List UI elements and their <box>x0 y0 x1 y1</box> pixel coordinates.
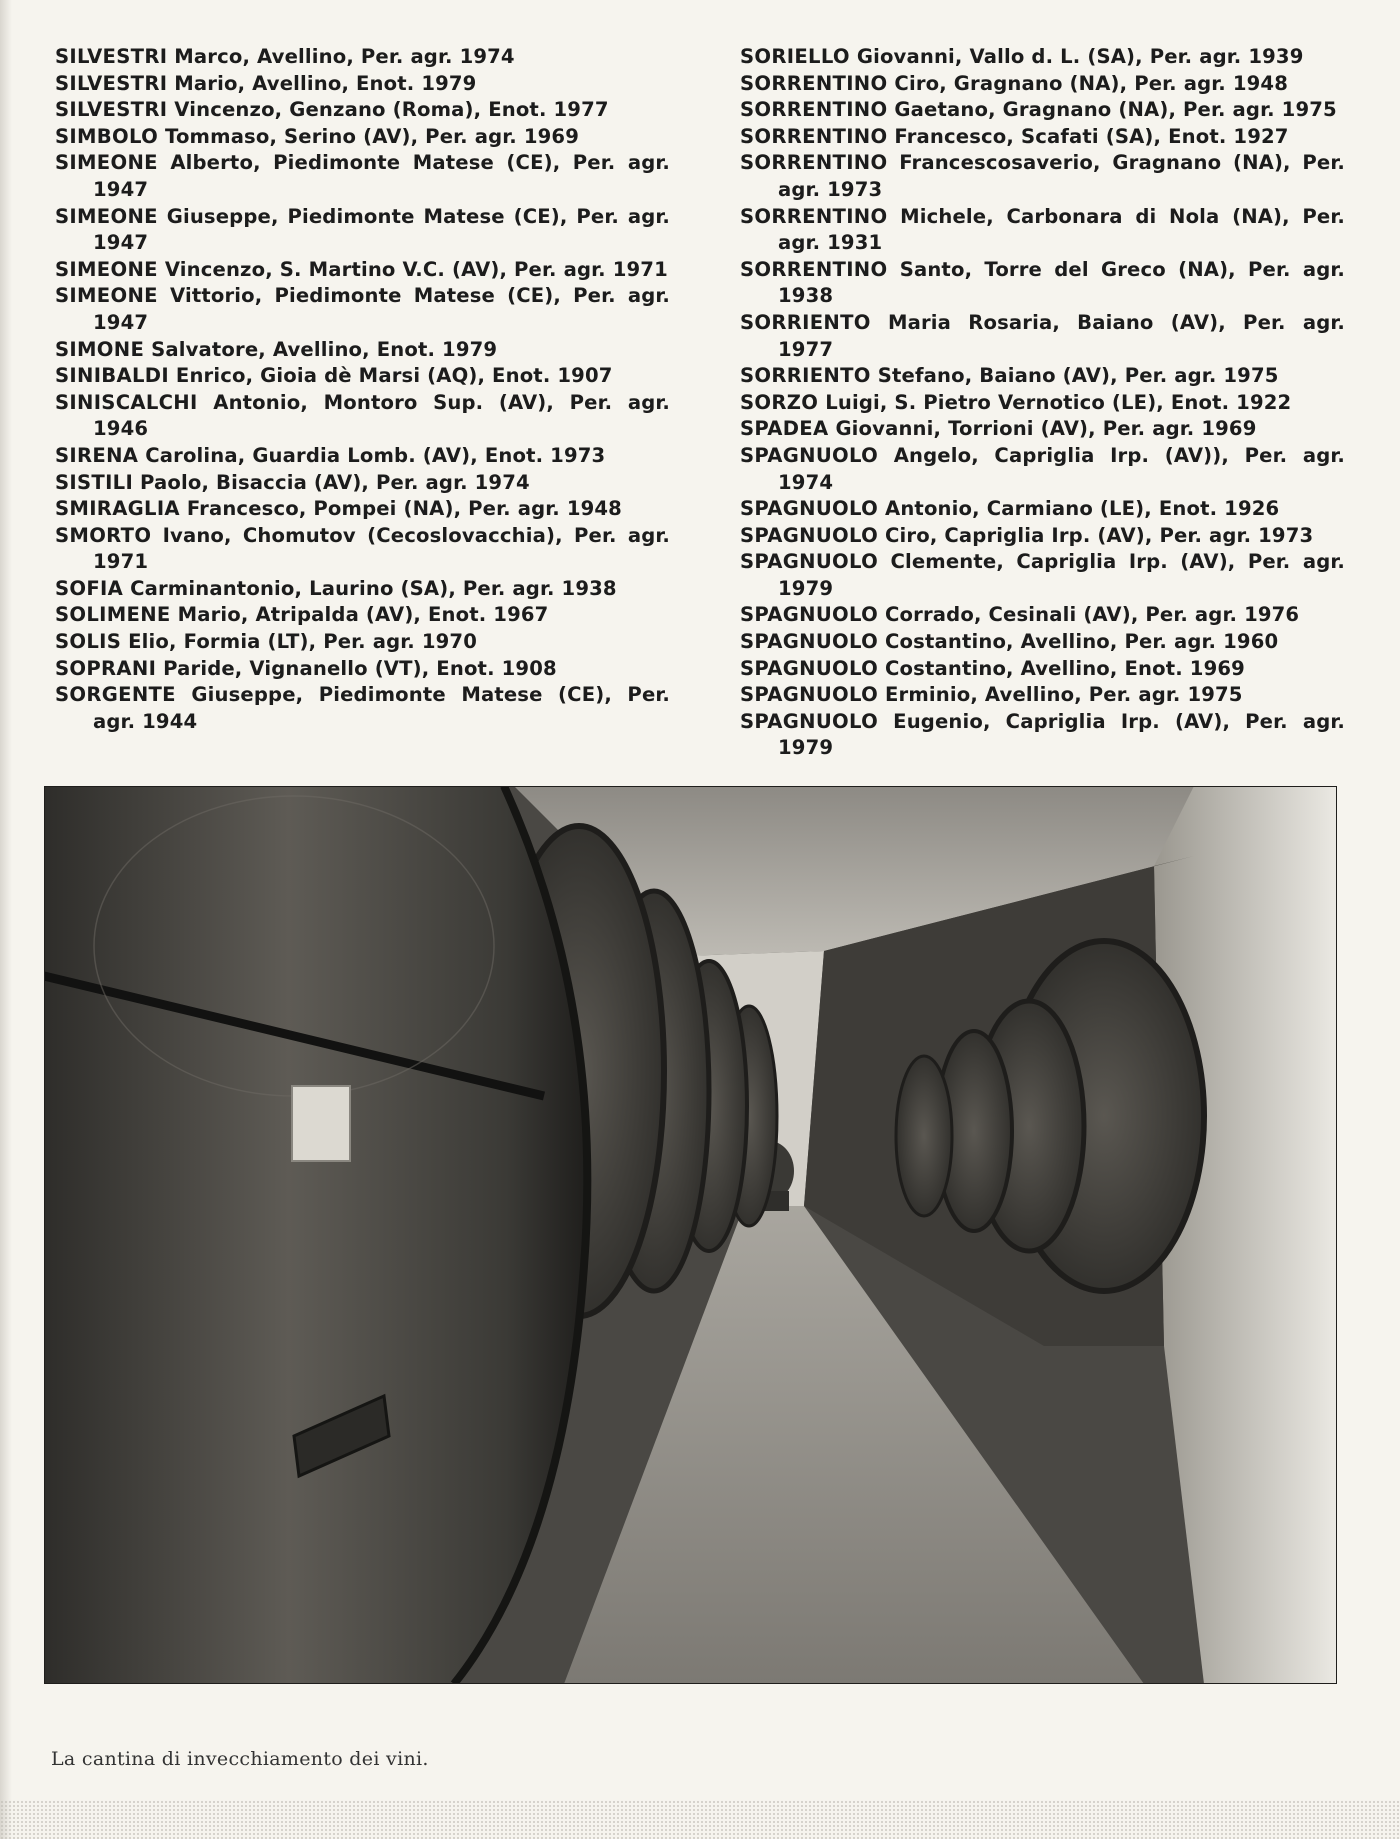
entry-details: Stefano, Baiano (AV), Per. agr. 1975 <box>877 364 1279 388</box>
entry-surname: SIMEONE <box>55 284 158 308</box>
entry-surname: SOLIMENE <box>55 603 171 627</box>
entry-details: Ciro, Gragnano (NA), Per. agr. 1948 <box>894 71 1288 95</box>
entry-details: Giovanni, Vallo d. L. (SA), Per. agr. 1939 <box>856 45 1304 68</box>
entry-details: Giovanni, Torrioni (AV), Per. agr. 1969 <box>835 417 1257 441</box>
entry-details: Santo, Torre del Greco (NA), Per. agr. 1938 <box>778 257 1345 308</box>
directory-entry <box>55 390 670 443</box>
entry-surname: SPAGNUOLO <box>740 443 879 467</box>
print-texture-band <box>0 1800 1400 1839</box>
entry-surname: SINIBALDI <box>55 364 169 388</box>
directory-entry <box>740 523 1345 550</box>
entry-surname: SILVESTRI <box>55 98 168 122</box>
entry-details: Clemente, Capriglia Irp. (AV), Per. agr. 1979 <box>778 550 1345 600</box>
entry-surname: SOFIA <box>55 576 124 600</box>
entry-surname: SISTILI <box>55 470 134 494</box>
directory-entry <box>55 496 670 523</box>
directory-entry <box>55 523 670 576</box>
directory-entry <box>740 124 1345 151</box>
entry-details: Erminio, Avellino, Per. agr. 1975 <box>885 683 1243 707</box>
entry-surname: SILVESTRI <box>55 45 168 68</box>
entry-surname: SPAGNUOLO <box>740 656 879 680</box>
directory-entry <box>740 363 1345 390</box>
entry-details: Michele, Carbonara di Nola (NA), Per. agr. 1931 <box>778 204 1345 255</box>
directory-entry <box>740 682 1345 709</box>
entry-surname: SIRENA <box>55 443 139 467</box>
directory-entry <box>55 150 670 203</box>
entry-surname: SORRENTINO <box>740 98 888 122</box>
entry-details: Maria Rosaria, Baiano (AV), Per. agr. 1977 <box>778 310 1345 361</box>
entry-surname: SORRENTINO <box>740 71 888 95</box>
entry-surname: SORIELLO <box>740 45 850 68</box>
directory-entry <box>55 656 670 683</box>
entry-details: Ciro, Capriglia Irp. (AV), Per. agr. 1973 <box>885 523 1314 547</box>
entry-surname: SPAGNUOLO <box>740 550 879 574</box>
entry-details: Salvatore, Avellino, Enot. 1979 <box>151 337 498 361</box>
directory-entry <box>55 576 670 603</box>
entry-surname: SIMONE <box>55 337 145 361</box>
entry-surname: SMIRAGLIA <box>55 497 180 521</box>
directory-entry <box>740 656 1345 683</box>
entry-surname: SIMBOLO <box>55 124 159 148</box>
entry-details: Carminantonio, Laurino (SA), Per. agr. 1938 <box>130 576 617 600</box>
right-column <box>740 44 1345 762</box>
directory-entry <box>55 629 670 656</box>
directory-entry <box>55 363 670 390</box>
photo-caption: La cantina di invecchiamento dei vini. <box>51 1748 429 1770</box>
entry-details: Alberto, Piedimonte Matese (CE), Per. agr. 1947 <box>93 151 670 201</box>
entry-details: Vittorio, Piedimonte Matese (CE), Per. agr. 1947 <box>93 284 670 334</box>
entry-surname: SOPRANI <box>55 656 157 680</box>
entry-surname: SPAGNUOLO <box>740 630 879 654</box>
directory-entry <box>55 44 670 71</box>
entry-surname: SORRENTINO <box>740 124 888 148</box>
directory-entry <box>740 310 1345 363</box>
entry-details: Paride, Vignanello (VT), Enot. 1908 <box>163 656 557 680</box>
entry-surname: SPAGNUOLO <box>740 683 879 707</box>
entry-details: Costantino, Avellino, Enot. 1969 <box>885 656 1245 680</box>
directory-entry <box>740 44 1345 71</box>
entry-details: Ivano, Chomutov (Cecoslovacchia), Per. agr. 1971 <box>93 523 670 574</box>
entry-surname: SORRENTINO <box>740 151 888 175</box>
entry-surname: SPAGNUOLO <box>740 523 879 547</box>
directory-entry <box>55 443 670 470</box>
directory-entry <box>55 257 670 284</box>
entry-details: Gaetano, Gragnano (NA), Per. agr. 1975 <box>894 98 1337 122</box>
directory-entry <box>740 97 1345 124</box>
directory-entry <box>740 709 1345 762</box>
directory-entry <box>740 71 1345 98</box>
directory-entry <box>55 97 670 124</box>
entry-surname: SILVESTRI <box>55 71 168 95</box>
directory-entry <box>740 150 1345 203</box>
entry-details: Mario, Avellino, Enot. 1979 <box>174 71 477 95</box>
directory-entry <box>740 602 1345 629</box>
left-column <box>55 44 670 762</box>
entry-surname: SIMEONE <box>55 257 158 281</box>
directory-entry <box>740 257 1345 310</box>
entry-details: Angelo, Capriglia Irp. (AV)), Per. agr. 1974 <box>778 443 1345 494</box>
directory-entry <box>740 443 1345 496</box>
entry-surname: SOLIS <box>55 630 122 654</box>
entry-details: Antonio, Carmiano (LE), Enot. 1926 <box>885 497 1280 521</box>
entry-details: Mario, Atripalda (AV), Enot. 1967 <box>177 603 549 627</box>
directory-entry <box>55 470 670 497</box>
directory-entry <box>55 71 670 98</box>
directory-entry <box>55 602 670 629</box>
directory-entry <box>55 204 670 257</box>
entry-surname: SPAGNUOLO <box>740 709 879 733</box>
entry-surname: SORRENTINO <box>740 204 888 228</box>
entry-surname: SPAGNUOLO <box>740 603 879 627</box>
entry-surname: SORZO <box>740 390 819 414</box>
entry-details: Francesco, Scafati (SA), Enot. 1927 <box>894 124 1289 148</box>
entry-details: Antonio, Montoro Sup. (AV), Per. agr. 1946 <box>93 390 670 441</box>
entry-surname: SMORTO <box>55 523 152 547</box>
entry-surname: SORRIENTO <box>740 364 871 388</box>
entry-details: Eugenio, Capriglia Irp. (AV), Per. agr. 1979 <box>778 709 1346 760</box>
directory-entry <box>55 682 670 735</box>
entry-details: Enrico, Gioia dè Marsi (AQ), Enot. 1907 <box>175 364 613 388</box>
page-edge-shadow <box>0 0 12 1839</box>
directory-columns <box>55 44 1345 762</box>
entry-details: Luigi, S. Pietro Vernotico (LE), Enot. 1922 <box>825 390 1292 414</box>
directory-entry <box>740 204 1345 257</box>
entry-surname: SORRIENTO <box>740 310 871 334</box>
entry-details: Giuseppe, Piedimonte Matese (CE), Per. agr. 1947 <box>93 204 670 255</box>
entry-details: Corrado, Cesinali (AV), Per. agr. 1976 <box>885 603 1300 627</box>
entry-details: Costantino, Avellino, Per. agr. 1960 <box>885 630 1279 654</box>
entry-details: Francescosaverio, Gragnano (NA), Per. agr. 1973 <box>778 151 1345 201</box>
entry-details: Vincenzo, S. Martino V.C. (AV), Per. agr. 1971 <box>164 257 668 281</box>
entry-surname: SIMEONE <box>55 151 158 175</box>
wine-cellar-photo <box>44 786 1337 1684</box>
entry-surname: SPADEA <box>740 417 829 441</box>
directory-entry <box>740 496 1345 523</box>
entry-details: Elio, Formia (LT), Per. agr. 1970 <box>128 630 478 654</box>
directory-entry <box>740 390 1345 417</box>
entry-details: Paolo, Bisaccia (AV), Per. agr. 1974 <box>140 470 530 494</box>
directory-entry <box>740 549 1345 602</box>
directory-entry <box>55 124 670 151</box>
directory-entry <box>55 283 670 336</box>
entry-details: Carolina, Guardia Lomb. (AV), Enot. 1973 <box>145 443 606 467</box>
entry-surname: SPAGNUOLO <box>740 497 879 521</box>
entry-details: Tommaso, Serino (AV), Per. agr. 1969 <box>165 124 579 148</box>
directory-entry <box>740 416 1345 443</box>
entry-surname: SINISCALCHI <box>55 390 198 414</box>
entry-surname: SORGENTE <box>55 683 176 707</box>
entry-details: Vincenzo, Genzano (Roma), Enot. 1977 <box>174 98 609 122</box>
entry-details: Giuseppe, Piedimonte Matese (CE), Per. agr. 1944 <box>93 683 670 733</box>
entry-details: Francesco, Pompei (NA), Per. agr. 1948 <box>186 497 622 521</box>
entry-surname: SORRENTINO <box>740 257 888 281</box>
directory-entry <box>55 337 670 364</box>
directory-entry <box>740 629 1345 656</box>
entry-surname: SIMEONE <box>55 204 158 228</box>
entry-details: Marco, Avellino, Per. agr. 1974 <box>174 45 515 68</box>
